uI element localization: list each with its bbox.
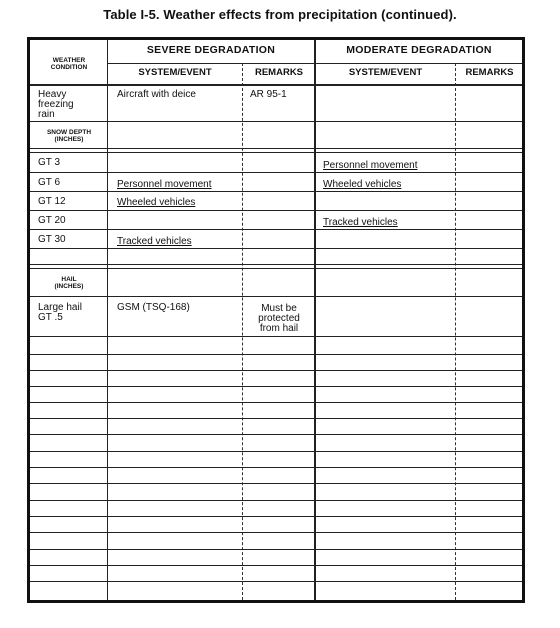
row-line-gt6: [30, 191, 522, 192]
row-line-gt12: [30, 210, 522, 211]
row-line-blank-1: [30, 354, 522, 355]
row-line-hail-header: [30, 296, 522, 297]
row-line-blank-11: [30, 516, 522, 517]
row-line-hail-top: [30, 268, 522, 269]
row-line-gt3-top: [30, 152, 522, 153]
cell-gt6-condition: GT 6: [38, 177, 61, 188]
cell-gt30-severe-system: Tracked vehicles: [117, 236, 192, 247]
row-line-gt20: [30, 229, 522, 230]
row-line-gt30-bottom: [30, 264, 522, 265]
cell-freezing-rain-severe-remarks: AR 95-1: [250, 89, 287, 100]
cell-large-hail-condition: Large hail GT .5: [38, 302, 82, 323]
row-line-blank-14: [30, 565, 522, 566]
cell-gt20-moderate-system: Tracked vehicles: [323, 217, 398, 228]
row-line-gt3: [30, 172, 522, 173]
row-line-blank-7: [30, 451, 522, 452]
cell-gt30-condition: GT 30: [38, 234, 66, 245]
header-severe-degradation: SEVERE DEGRADATION: [146, 44, 276, 56]
row-line-blank-4: [30, 402, 522, 403]
header-moderate-system-event: SYSTEM/EVENT: [348, 67, 423, 78]
cell-gt6-severe-system: Personnel movement: [117, 179, 212, 190]
header-weather-condition: WEATHER CONDITION: [50, 57, 88, 71]
cell-large-hail-severe-system: GSM (TSQ-168): [117, 302, 190, 313]
row-line-blank-12: [30, 532, 522, 533]
table-caption: Table I-5. Weather effects from precipitation (continued).: [103, 7, 457, 22]
section-hail: HAIL (INCHES): [54, 276, 84, 290]
header-divider-sub: [108, 63, 522, 64]
cell-large-hail-severe-remarks: Must be protected from hail: [258, 303, 300, 334]
cell-gt6-moderate-system: Wheeled vehicles: [323, 179, 402, 190]
cell-gt20-condition: GT 20: [38, 215, 66, 226]
row-line-blank-5: [30, 418, 522, 419]
header-moderate-remarks: REMARKS: [465, 67, 514, 78]
row-line-blank-9: [30, 483, 522, 484]
cell-freezing-rain-condition: Heavy freezing rain: [38, 89, 74, 120]
row-line-blank-3: [30, 386, 522, 387]
row-line-gt30: [30, 248, 522, 249]
header-divider-bottom: [30, 84, 522, 86]
col-divider-moderate-remarks: [455, 63, 456, 600]
cell-freezing-rain-severe-system: Aircraft with deice: [117, 89, 196, 100]
row-line-freezing-rain: [30, 121, 522, 122]
row-line-blank-6: [30, 434, 522, 435]
header-severe-remarks: REMARKS: [254, 67, 304, 78]
header-moderate-degradation: MODERATE DEGRADATION: [346, 44, 492, 56]
row-line-large-hail: [30, 336, 522, 337]
cell-gt12-condition: GT 12: [38, 196, 66, 207]
cell-gt3-moderate-system: Personnel movement: [323, 160, 418, 171]
row-line-blank-2: [30, 370, 522, 371]
row-line-blank-10: [30, 500, 522, 501]
cell-gt12-severe-system: Wheeled vehicles: [117, 197, 196, 208]
cell-gt3-condition: GT 3: [38, 157, 61, 168]
section-snow-depth: SNOW DEPTH (INCHES): [46, 129, 92, 143]
row-line-blank-13: [30, 549, 522, 550]
col-divider-severe-remarks: [242, 63, 243, 600]
row-line-blank-8: [30, 467, 522, 468]
row-line-blank-15: [30, 581, 522, 582]
header-severe-system-event: SYSTEM/EVENT: [138, 67, 212, 78]
row-line-snow-header: [30, 148, 522, 149]
